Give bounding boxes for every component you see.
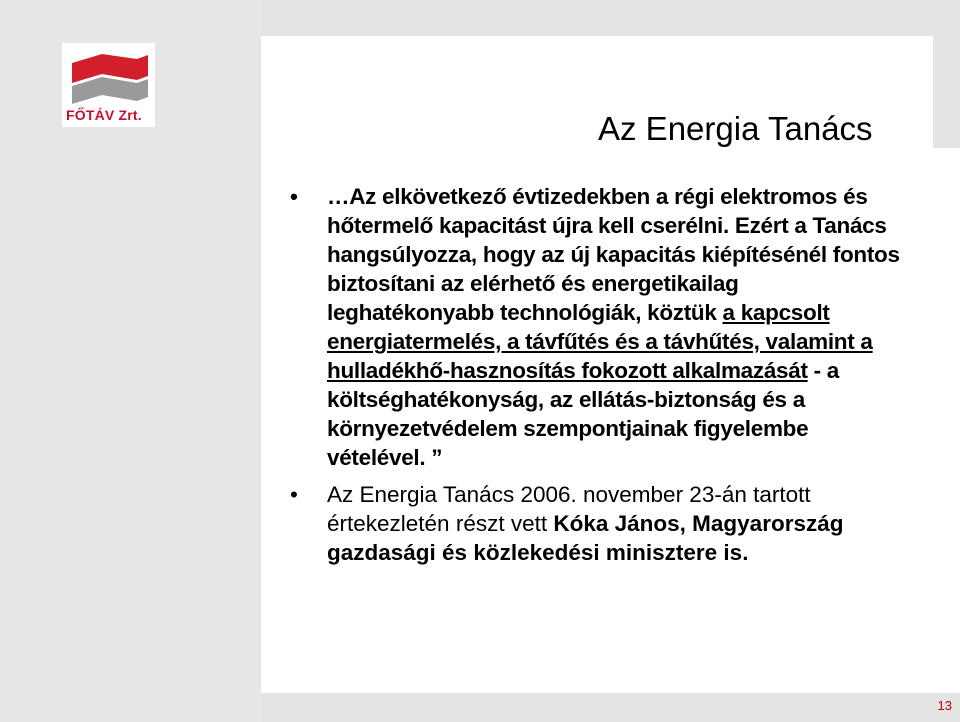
top-bar: [261, 0, 960, 36]
bullet-item-quote: [290, 182, 910, 472]
bullet-item-meeting: [290, 480, 910, 567]
bottom-bar: [261, 693, 960, 722]
bullet-icon: •: [290, 482, 298, 507]
quote-text-underlined: a kapcsolt energiatermelés, a távfűtés és a távhűtés, valamint a hulladékhő-hasznosítás fokozott alkalmazását: [327, 300, 873, 383]
closing-quote-mark: ”: [431, 445, 443, 470]
meeting-text: Az Energia Tanács 2006. november 23-án tartott értekezletén részt vett: [327, 482, 811, 536]
slide-title: Az Energia Tanács: [598, 110, 873, 147]
company-logo: [62, 43, 155, 127]
minister-name-text: Kóka János, Magyarország gazdasági és közlekedési minisztere is.: [327, 511, 844, 565]
bullet-icon: •: [290, 184, 298, 209]
page-number: 13: [937, 698, 952, 713]
logo-text: FŐTÁV Zrt.: [66, 107, 142, 123]
quote-text-part2: - a költséghatékonyság, az ellátás-biztonság és a környezetvédelem szempontjainak figyelembe vételével.: [327, 358, 839, 470]
quote-text-part1: …Az elkövetkező évtizedekben a régi elektromos és hőtermelő kapacitást újra kell cserélni. Ezért a Tanács hangsúlyozza, hogy az új kapacitás kiépítésénél fontos biztosítani az elérhető és energetikailag leghatékonyabb technológiák, köztük: [327, 184, 900, 325]
right-strip: [933, 36, 960, 148]
slide-content: [290, 182, 910, 567]
